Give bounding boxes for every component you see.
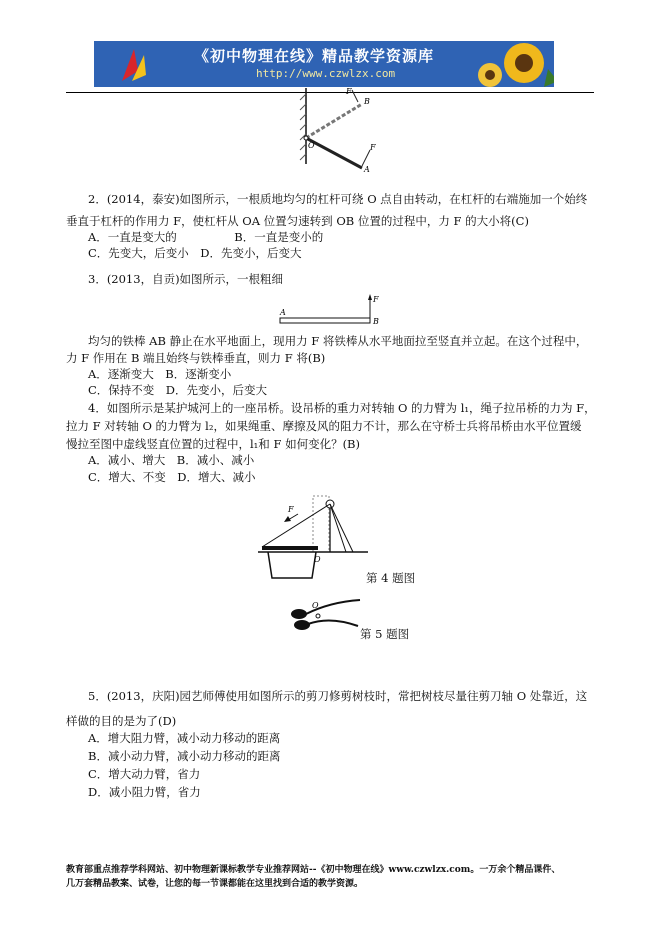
banner-title: 《初中物理在线》精品教学资源库: [194, 47, 435, 65]
fig3-label-b: B: [373, 317, 379, 326]
fig4-label-o: O: [314, 555, 321, 564]
fig5-caption: 第 5 题图: [360, 627, 410, 641]
q4-option-ab: A．减小、增大 B．减小、减小: [88, 453, 255, 467]
q4-line-3: 慢拉至图中虚线竖直位置的过程中，l₁和 F 如何变化？(B): [66, 437, 360, 451]
fig4-caption: 第 4 题图: [366, 571, 416, 585]
q2-line-1: 2．(2014，泰安)如图所示，一根质地均匀的杠杆可绕 O 点自由转动，在杠杆的右端施加一个始终: [88, 192, 588, 206]
fig5-label-o: O: [312, 601, 319, 610]
fig1-label-a: A: [364, 165, 370, 174]
fig1-label-f-top: F: [346, 87, 352, 96]
q3-option-cd: C．保持不变 D．先变小，后变大: [88, 383, 268, 397]
q4-line-2: 拉力 F 对转轴 O 的力臂为 l₂，如果绳重、摩擦及风的阻力不计，那么在守桥士兵将吊桥由水平位置缓: [66, 419, 582, 433]
q4-line-1: 4．如图所示是某护城河上的一座吊桥。设吊桥的重力对转轴 O 的力臂为 l₁，绳子拉吊桥的力为 F，: [88, 401, 596, 415]
banner-url: http://www.czwlzx.com: [256, 67, 396, 80]
q5-line-2: 样做的目的是为了(D): [66, 714, 177, 728]
q5-option-a: A．增大阻力臂，减小动力移动的距离: [88, 731, 281, 745]
q4-option-cd: C．增大、不变 D．增大、减小: [88, 470, 256, 484]
fig1-label-f-bottom: F: [370, 143, 376, 152]
fig1-label-o: O: [308, 141, 315, 150]
q2-option-ab: A．一直是变大的 B．一直是变小的: [88, 230, 324, 244]
fig3-label-f: F: [373, 295, 379, 304]
q5-option-b: B．减小动力臂，减小动力移动的距离: [88, 749, 281, 763]
footer-line-2: 几万套精品教案、试卷，让您的每一节课都能在这里找到合适的教学资源。: [66, 879, 364, 889]
logo-icon: [116, 41, 156, 87]
scissors-figure: [290, 598, 370, 634]
fig3-label-a: A: [280, 308, 286, 317]
footer-line-1: 教育部重点推荐学科网站、初中物理新课标教学专业推荐网站--《初中物理在线》www.czwlzx.com。一万余个精品课件、: [66, 865, 561, 875]
fig4-label-f: F: [288, 505, 294, 514]
lever-figure: [290, 87, 410, 174]
drawbridge-figure: [258, 492, 378, 582]
q3-line-2: 均匀的铁棒 AB 静止在水平地面上，现用力 F 将铁棒从水平地面拉至竖直并立起。在这个过程中，: [88, 334, 588, 348]
header-banner: [94, 41, 554, 87]
q2-line-2: 垂直于杠杆的作用力 F，使杠杆从 OA 位置匀速转到 OB 位置的过程中，力 F 的大小将(C): [66, 214, 529, 228]
q5-option-c: C．增大动力臂，省力: [88, 767, 201, 781]
fig1-label-b: B: [364, 97, 370, 106]
q3-line-3: 力 F 作用在 B 端且始终与铁棒垂直，则力 F 将(B): [66, 351, 326, 365]
iron-bar-figure: [280, 292, 380, 332]
q2-option-cd: C．先变大，后变小 D．先变小，后变大: [88, 246, 302, 260]
q3-option-ab: A．逐渐变大 B．逐渐变小: [88, 367, 232, 381]
sunflower-icon: [474, 41, 554, 87]
q5-option-d: D．减小阻力臂，省力: [88, 785, 201, 799]
q3-line-1: 3．(2013，自贡)如图所示，一根粗细: [88, 272, 284, 286]
q5-line-1: 5．(2013，庆阳)园艺师傅使用如图所示的剪刀修剪树枝时，常把树枝尽量往剪刀轴 O 处靠近，这: [88, 689, 588, 703]
